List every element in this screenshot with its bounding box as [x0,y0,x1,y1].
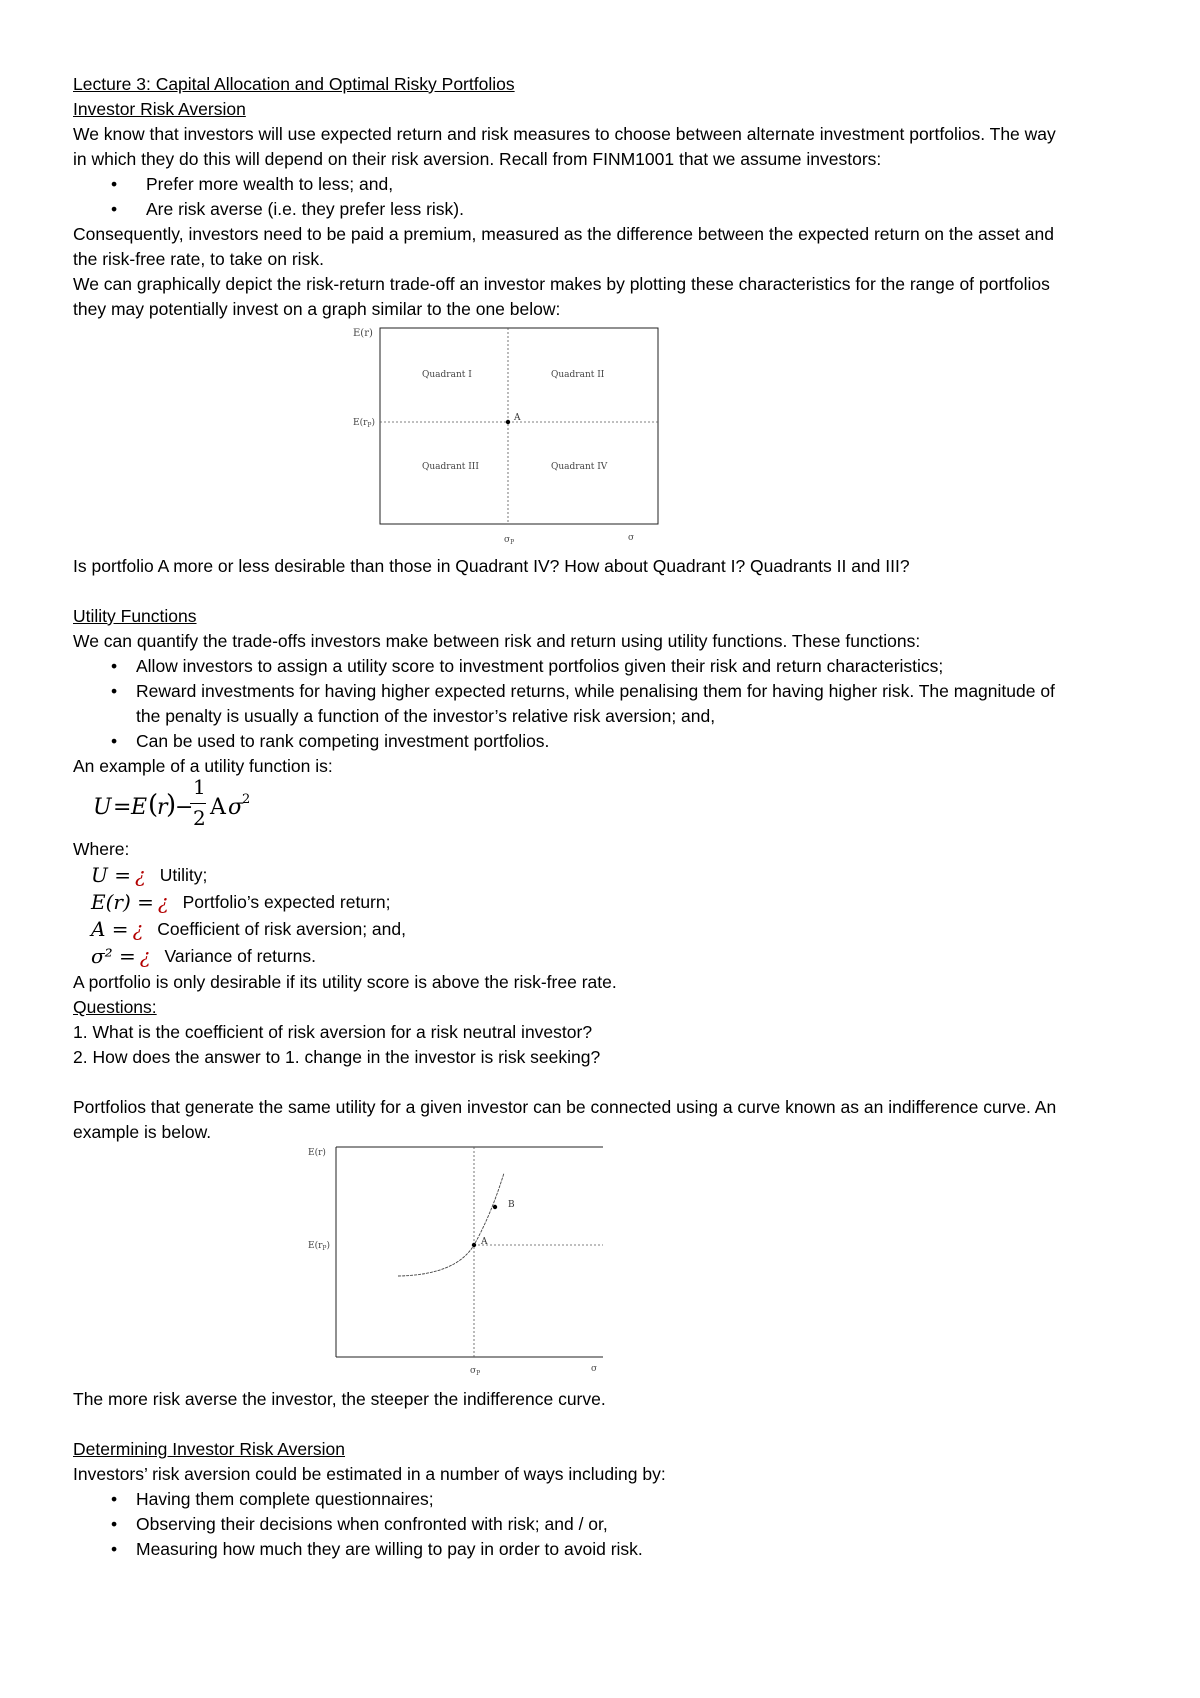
paragraph-line: they may potentially invest on a graph similar to the one below: [73,299,561,319]
indifference-curve-diagram [306,1145,606,1377]
list-item: • Having them complete questionnaires; [73,1487,1133,1512]
assumptions-list [73,172,1133,222]
quadrant-label: Quadrant III [422,462,479,472]
quadrant-diagram [345,322,665,547]
paragraph-line: A portfolio is only desirable if its utility score is above the risk-free rate. [73,972,617,992]
utility-features-list [73,654,1133,754]
question-text: Is portfolio A more or less desirable than those in Quadrant IV? How about Quadrant I? Quadrants II and III? [73,556,910,576]
list-item: • Prefer more wealth to less; and, [73,172,1133,197]
y-axis-label: E(r) [353,328,373,339]
methods-list [73,1487,1133,1562]
paragraph-line: Portfolios that generate the same utility for a given investor can be connected using a curve known as an indifference curve. An [73,1097,1057,1117]
point-a-marker [472,1243,476,1247]
question-item: 2. How does the answer to 1. change in the investor is risk seeking? [73,1047,601,1067]
definition-row: A = ¿ Coefficient of risk aversion; and, [91,917,406,941]
paragraph-line: We can graphically depict the risk-return trade-off an investor makes by plotting these characteristics for the range of portfolios [73,274,1050,294]
y-tick-label: $E(r_P)$ [353,418,375,429]
document-page [73,72,1133,1562]
where-label: Where: [73,839,130,859]
paragraph-line: We know that investors will use expected return and risk measures to choose between alternate investment portfolios. The way [73,124,1056,144]
paragraph-line: the risk-free rate, to take on risk. [73,249,324,269]
list-item: • Observing their decisions when confronted with risk; and / or, [73,1512,1133,1537]
definition-row: σ² = ¿ Variance of returns. [91,944,316,968]
paragraph-line: The more risk averse the investor, the steeper the indifference curve. [73,1389,606,1409]
quadrant-label: Quadrant I [422,370,472,380]
indifference-curve [398,1173,504,1276]
section-heading-determining: Determining Investor Risk Aversion [73,1439,346,1459]
point-a-label: A [481,1237,488,1247]
section-heading-utility: Utility Functions [73,606,197,626]
point-a-marker [506,420,510,424]
paragraph-line: We can quantify the trade-offs investors make between risk and return using utility functions. These functions: [73,631,921,651]
list-item: • Can be used to rank competing investment portfolios. [73,729,1133,754]
x-axis-label: σ [591,1364,598,1374]
quadrant-label: Quadrant IV [551,462,608,472]
questions-heading: Questions: [73,997,157,1017]
point-b-marker [493,1205,497,1209]
definition-row: E(r) = ¿ Portfolio’s expected return; [91,890,391,914]
y-tick-label: $E(r_P)$ [308,1241,330,1252]
lecture-title: Lecture 3: Capital Allocation and Optimal Risky Portfolios [73,74,515,94]
list-item: • Reward investments for having higher expected returns, while penalising them for having higher risk. The magnitude of the penalty is usually a function of the investor’s relative risk aversion; and, [73,679,1133,729]
paragraph-line: in which they do this will depend on their risk aversion. Recall from FINM1001 that we assume investors: [73,149,882,169]
point-b-label: B [508,1200,515,1210]
paragraph-line: Investors’ risk aversion could be estimated in a number of ways including by: [73,1464,666,1484]
quadrant-label: Quadrant II [551,370,605,380]
definitions-list [73,862,1133,970]
paragraph-line: An example of a utility function is: [73,756,333,776]
point-a-label: A [514,413,521,423]
x-axis-label: σ [628,533,635,543]
paragraph-line: example is below. [73,1122,212,1142]
utility-formula: U = E ( r ) − 1 2 A σ 2 [93,775,251,830]
list-item: • Measuring how much they are willing to pay in order to avoid risk. [73,1537,1133,1562]
section-heading-risk-aversion: Investor Risk Aversion [73,99,246,119]
x-tick-label: $\sigma_P$ [470,1366,481,1377]
definition-row: U = ¿ Utility; [91,863,208,887]
question-item: 1. What is the coefficient of risk aversion for a risk neutral investor? [73,1022,593,1042]
plot-frame [380,328,658,524]
paragraph-line: Consequently, investors need to be paid a premium, measured as the difference between the expected return on the asset and [73,224,1054,244]
list-item: • Allow investors to assign a utility score to investment portfolios given their risk and return characteristics; [73,654,1133,679]
x-tick-label: $\sigma_P$ [504,535,515,546]
y-axis-label: E(r) [308,1148,326,1158]
list-item: • Are risk averse (i.e. they prefer less risk). [73,197,1133,222]
